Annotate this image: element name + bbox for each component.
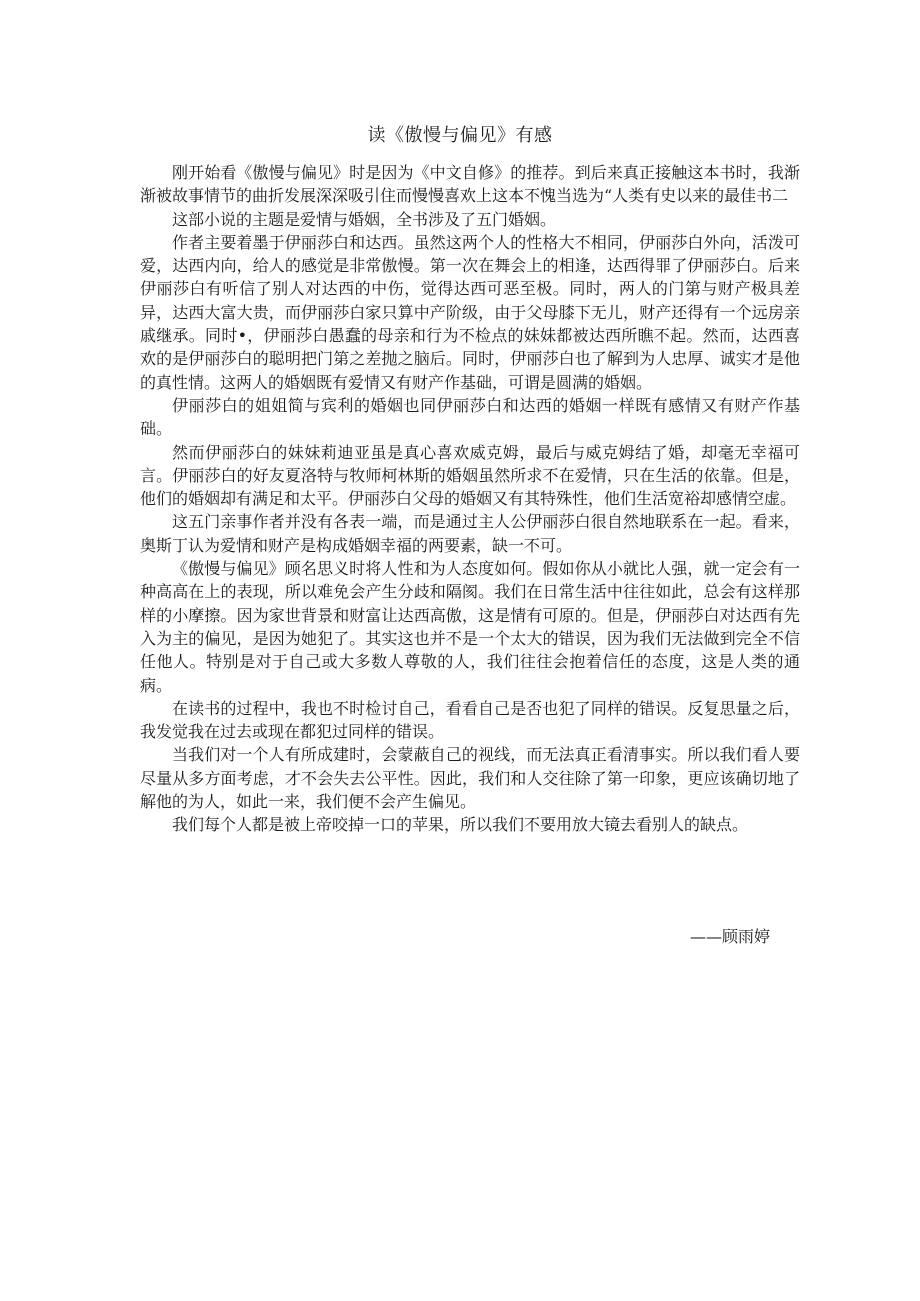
paragraph-elizabeth-darcy: 作者主要着墨于伊丽莎白和达西。虽然这两个人的性格大不相同，伊丽莎白外向，活泼可爱，达西内向，给人的感觉是非常傲慢。第一次在舞会上的相逢，达西得罪了伊丽莎白。后来伊丽莎白有听信了别人对达西的中伤，觉得达西可恶至极。同时，两人的门第与财产极具差异，达西大富大贵，而伊丽莎白家只算中产阶级，由于父母膝下无儿，财产还得有一个远房亲戚继承。同时•，伊丽莎白愚蠢的母亲和行为不检点的妹妹都被达西所瞧不起。然而，达西喜欢的是伊丽莎白的聪明把门第之差抛之脑后。同时，伊丽莎白也了解到为人忠厚、诚实才是他的真性情。这两人的婚姻既有爱情又有财产作基础，可谓是圆满的婚姻。 [140, 232, 800, 392]
paragraph-theme: 这部小说的主题是爱情与婚姻，全书涉及了五门婚姻。 [172, 209, 557, 229]
paragraph-five-marriages: 这五门亲事作者并没有各表一端，而是通过主人公伊丽莎白很自然地联系在一起。看来，奥斯丁认为爱情和财产是构成婚姻幸福的两要素，缺一不可。 [140, 512, 800, 555]
paragraph-other-marriages: 然而伊丽莎白的妹妹莉迪亚虽是真心喜欢威克姆，最后与威克姆结了婚，却毫无幸福可言。伊丽莎白的好友夏洛特与牧师柯林斯的婚姻虽然所求不在爱情，只在生活的依靠。但是，他们的婚姻却有满足和太平。伊丽莎白父母的婚姻又有其特殊性，他们生活宽裕却感情空虚。 [140, 442, 800, 509]
paragraph-reflection: 在读书的过程中，我也不时检讨自己，看看自己是否也犯了同样的错误。反复思量之后，我发觉我在过去或现在都犯过同样的错误。 [140, 698, 800, 742]
author-signature: ——顾雨婷 [689, 927, 770, 946]
document-body [140, 161, 800, 837]
paragraph-fairness: 当我们对一个人有所成建时，会蒙蔽自己的视线，而无法真正看清事实。所以我们看人要尽量从多方面考虑，才不会失去公平性。因此，我们和人交往除了第一印象，更应该确切地了解他的为人，如此一来，我们便不会产生偏见。 [140, 745, 800, 812]
paragraph-intro: 刚开始看《傲慢与偏见》时是因为《中文自修》的推荐。到后来真正接触这本书时，我渐渐被故事情节的曲折发展深深吸引住而慢慢喜欢上这本不愧当选为“人类有史以来的最佳书二 [140, 163, 800, 206]
paragraph-jane-bingley: 伊丽莎白的姐姐简与宾利的婚姻也同伊丽莎白和达西的婚姻一样既有感情又有财产作基础。 [140, 395, 800, 439]
paragraph-pride-prejudice: 《傲慢与偏见》顾名思义时将人性和为人态度如何。假如你从小就比人强，就一定会有一种高高在上的表现，所以难免会产生分歧和隔阂。我们在日常生活中往往如此，总会有这样那样的小摩擦。因为家世背景和财富让达西高傲，这是情有可原的。但是，伊丽莎白对达西有先入为主的偏见，是因为她犯了。其实这也并不是一个太大的错误，因为我们无法做到完全不信任他人。特别是对于自己或大多数人尊敬的人，我们往往会抱着信任的态度，这是人类的通病。 [140, 559, 800, 695]
document-title: 读《傲慢与偏见》有感 [367, 125, 553, 146]
paragraph-apple: 我们每个人都是被上帝咬掉一口的苹果，所以我们不要用放大镜去看别人的缺点。 [172, 815, 749, 835]
